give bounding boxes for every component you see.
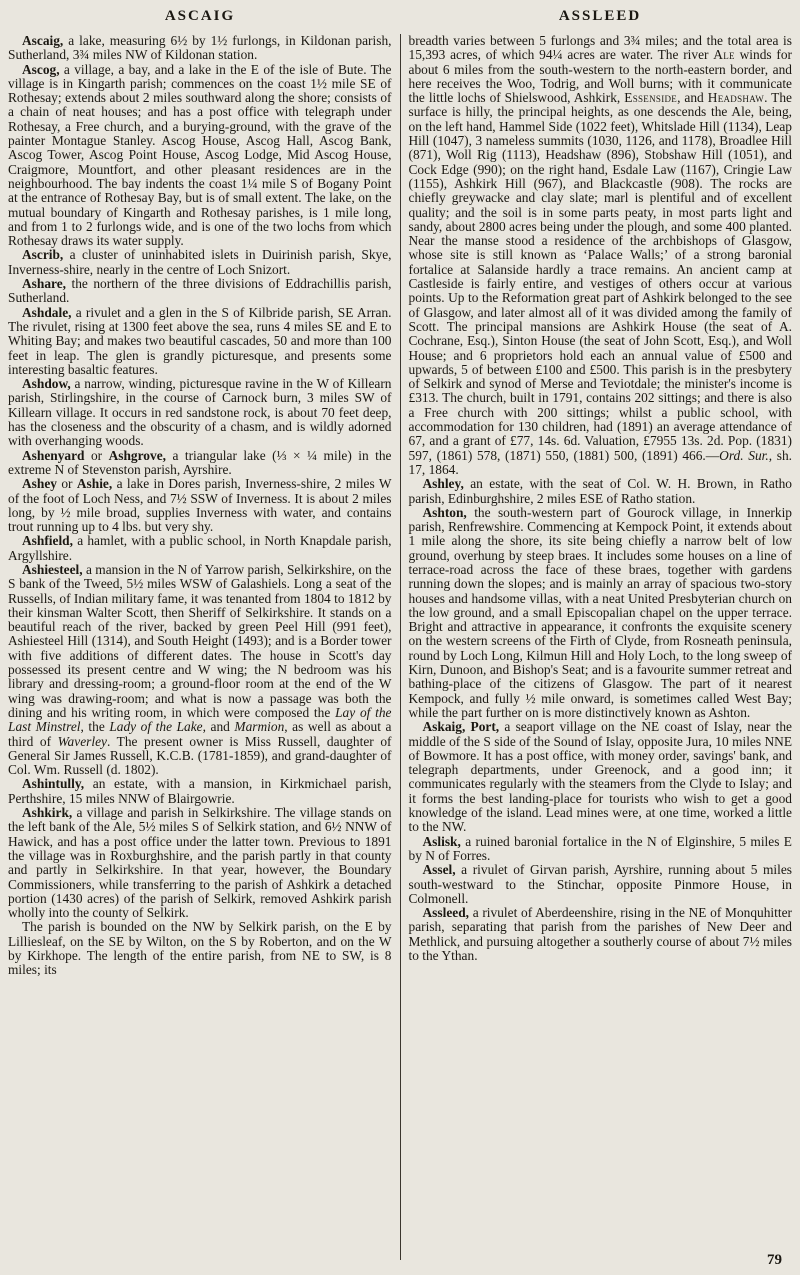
entry-assel	[409, 863, 793, 906]
entry-ashdale	[8, 306, 392, 377]
entry-headword: Ashfield,	[22, 533, 73, 549]
entry-text: breadth varies between 5 furlongs and 3¾ miles; and the total area is 15,393 acres, of which 94¼ acres are water. The river	[408, 34, 792, 63]
entry-text: Marmion	[234, 719, 285, 735]
entry-text: a village, a bay, and a lake in the E of the isle of Bute. The village is in Kingarth parish; commences on the coast 1½ mile SE of Rothesay; extends about 2 miles southward along the shore; consists of a chain of neat houses; and has a post office with telegraph under Rothesay, a Free church, and a burying-ground, with the grave of the painter Montague Stanley. Ascog House, Ascog Hall, Ascog Bank, Ascog Tower, Ascog Point House, Ascog Lodge, Mid Ascog House, Craigmore, Mountfort, and other pleasant residences are in the neighbourhood. The bay indents the coast 1¼ mile S of Bogany Point at the entrance of Rothesay Bay, but is of small extent. The lake, on the mutual boundary of Kingarth and Rothesay parishes, is 1 mile long, and from 1 to 2 furlongs wide, and is one of the two lochs from which Rothesay draws its water supply.	[8, 61, 392, 249]
entry-headword: Assel,	[422, 862, 456, 878]
entry-headword: Ashintully,	[22, 776, 85, 792]
header-right-word: ASSLEED	[558, 8, 642, 24]
entry-text: Ord. Sur.	[719, 447, 769, 463]
entry-headword: Ashenyard	[22, 447, 85, 463]
entry-headword: Ashdow,	[22, 376, 71, 392]
entry-text: , the	[80, 719, 110, 735]
page-number: 79	[767, 1252, 782, 1268]
entry-headword: Ascaig,	[22, 34, 64, 48]
entry-ascog	[8, 63, 392, 249]
entry-text: Essenside	[624, 90, 678, 106]
entry-text: the northern of the three divisions of Eddrachillis parish, Sutherland.	[8, 276, 392, 306]
entry-text: a hamlet, with a public school, in North Knapdale parish, Argyllshire.	[8, 533, 392, 563]
entry-text: a mansion in the N of Yarrow parish, Selkirkshire, on the S bank of the Tweed, 5½ miles WSW of Galashiels. Long a seat of the Russells, of Indian military fame, it was tenanted from 1804 to 1812 by their kinsman Walter Scott, then Sheriff of Selkirkshire. It stands on a beautiful reach of the river, backed by green Peel Hill (991 feet), Ashiesteel Hill (1314), and South Height (1493); and is a Border tower with five additions of different dates. The house in Scott's day possessed its present centre and W wing; the N bedroom was his library and dressing-room; a ground-floor room at the end of the W wing was drawing-room; and what is now a passage was both the dining and his writing room, in which were composed the	[8, 561, 392, 720]
entry-headword: Ashkirk,	[22, 805, 73, 821]
entry-text: Headshaw	[707, 90, 765, 106]
entry-headword: Ashiesteel,	[22, 561, 83, 577]
entry-headword: Ashdale,	[22, 304, 72, 320]
entry-ashdow	[8, 377, 392, 448]
header-left-word: ASCAIG	[164, 8, 236, 24]
entry-ashare	[8, 277, 392, 306]
entry-aslisk	[409, 835, 793, 864]
entry-assleed	[409, 906, 793, 963]
entry-headword: Askaig, Port,	[422, 719, 500, 735]
entry-text: . The present owner is Miss Russell, daughter of General Sir James Russell, K.C.B. (1781-1859), and grand-daughter of Col. Wm. Russell (d. 1802).	[8, 733, 392, 778]
entry-headword: Ashley,	[422, 476, 464, 492]
entry-text: Waverley	[57, 733, 107, 749]
entry-text: Lady of the Lake	[109, 719, 203, 735]
entry-headword: Assleed,	[422, 905, 469, 921]
entry-ascaig	[8, 34, 392, 63]
entry-ashfield	[8, 534, 392, 563]
entry-text: an estate, with a mansion, in Kirkmichael parish, Perthshire, 15 miles NNW of Blairgowrie.	[8, 776, 392, 806]
entry-headword: Ascog,	[22, 61, 60, 77]
entry-text: Lay of the Last Minstrel	[8, 704, 392, 735]
running-head	[0, 8, 800, 25]
entry-text: a narrow, winding, picturesque ravine in the W of Killearn parish, Stirlingshire, in the course of Carnock burn, 3 miles SW of Killearn village. It occurs in red sandstone rock, is about 70 feet deep, has the closeness and the obscurity of a chasm, and is wildly adorned with overhanging woods.	[8, 376, 392, 449]
entry-text: , and	[677, 90, 708, 106]
entry-ashintully	[8, 777, 392, 806]
entry-text: a village and parish in Selkirkshire. The village stands on the left bank of the Ale, 5½ miles S of Selkirk station, and 6½ NNW of Hawick, and has a post office under the latter town. Previous to 1891 the village was in Roxburghshire, and the parish partly in that county and partly in Selkirkshire. In that year, however, the Boundary Commissioners, while transferring to the parish of Ashkirk a detached portion (1430 acres) of the parish of Selkirk, removed Ashkirk parish wholly into the county of Selkirk.	[8, 805, 392, 921]
entry-text: a ruined baronial fortalice in the N of Elginshire, 5 miles E by N of Forres.	[408, 833, 792, 863]
entry-text: , as well as about a third of	[8, 719, 392, 749]
entry-text: an estate, with the seat of Col. W. H. Brown, in Ratho parish, Edinburghshire, 2 miles ESE of Ratho station.	[408, 476, 792, 506]
right-column-entries	[409, 34, 793, 963]
entry-headword: Ashare,	[22, 276, 67, 292]
entry-text: winds for about 6 miles from the south-western to the north-eastern border, and here receives the Woo, Todrig, and Woll burns; with it communicate the little lochs of Shielswood, Ashkirk,	[408, 47, 792, 106]
entry-text: the south-western part of Gourock village, in Innerkip parish, Renfrewshire. Commencing at Kempock Point, it extends about 1 mile along the shore, its site being chiefly a narrow belt of low ground, overhung by steep braes. It includes some houses on a line of terrace-road across the face of these braes, together with gardens running down the slopes; and is mainly an array of spacious two-story houses and handsome villas, with a neat United Presbyterian church on the low ground, and a small Episcopalian chapel on the upper terrace. Bright and attractive in appearance, it confronts the exquisite scenery on the western screens of the Firth of Clyde, from Rosneath peninsula, round by Loch Long, Kilmun Hill and Holy Loch, to the long sweep of Kirn, Dunoon, and Bishop's Seat; and is a favourite summer retreat and bathing-place of the citizens of Glasgow. The part of it nearest Kempock, and fully ½ mile onward, is sometimes called West Bay; while the part further on is more distinctively known as Ashton.	[408, 504, 792, 720]
entry-ashkirk	[8, 806, 392, 920]
entry-text: a seaport village on the NE coast of Islay, near the middle of the S side of the Sound of Islay, opposite Jura, 10 miles NNE of Bowmore. It has a post office, with money order, savings' bank, and telegraph departments, under Greenock, and a good inn; it communicates regularly with the steamers from the Clyde to Islay; and it forms the best landing-place for tourists who wish to get a good knowledge of the island. Lead mines were, at one time, worked a little to the NW.	[408, 719, 792, 835]
entry-ashley	[409, 477, 793, 506]
entry-ashton	[409, 506, 793, 720]
left-column	[8, 34, 400, 1260]
entry-ashenyard	[8, 449, 392, 478]
entry-text: a rivulet of Girvan parish, Ayrshire, running about 5 miles south-westward to the Stinchar, opposite Pinmore House, in Colmonell.	[408, 862, 792, 906]
entry-text: or	[84, 447, 109, 463]
entry-text: a rivulet of Aberdeenshire, rising in the NE of Monquhitter parish, separating that parish from the parishes of New Deer and Methlick, and pursuing altogether a southerly course of about 7½ miles to the Ythan.	[408, 905, 792, 963]
entry-text: a triangular lake (⅓ × ¼ mile) in the extreme N of Stevenston parish, Ayrshire.	[8, 447, 392, 477]
entry-text: , and	[202, 719, 235, 735]
entry-ashkirk-parish	[8, 920, 392, 977]
entry-headword: Ashey	[22, 476, 57, 492]
entry-text: a rivulet and a glen in the S of Kilbride parish, SE Arran. The rivulet, rising at 1300 feet above the sea, runs 4 miles SE and E to Whiting Bay; and makes two beautiful cascades, 50 and more than 100 feet in leap. The glen is grandly picturesque, and presents some interesting basaltic features.	[8, 304, 392, 377]
entry-ashiesteel	[8, 563, 392, 777]
entry-headword: Ashton,	[422, 504, 467, 520]
entry-text: Ale	[713, 47, 735, 63]
entry-headword: Aslisk,	[422, 833, 461, 849]
entry-headword: Ascrib,	[22, 247, 64, 263]
entry-text: The parish is bounded on the NW by Selkirk parish, on the E by Lilliesleaf, on the SE by Wilton, on the S by Roberton, and on the W by Kirkhope. The length of the entire parish, from NE to SW, is 8 miles; its	[8, 919, 392, 978]
text-columns	[8, 34, 792, 1260]
entry-text: a lake in Dores parish, Inverness-shire, 2 miles W of the foot of Loch Ness, and 7½ SSW of Inverness. It is about 2 miles long, by ½ mile broad, supplies Inverness with water, and contains trout running up to 4 lbs. but very shy.	[8, 476, 392, 535]
entry-askaig-port	[409, 720, 793, 834]
entry-ashey	[8, 477, 392, 534]
entry-ashkirk-continued	[409, 34, 793, 477]
entry-text: . The surface is hilly, the principal heights, as one descends the Ale, being, on the left hand, Hammel Side (1022 feet), Whitslade Hill (1134), Leap Hill (1047), 3 nameless summits (1030, 1126, and 1178), Broadlee Hill (871), Woll Rig (1113), Headshaw (896), Stobshaw Hill (1051), and Cock Edge (990); on the right hand, Esdale Law (1167), Cringie Law (1155), Ashkirk Hill (967), and Blackcastle (908). The rocks are chiefly greywacke and clay slate; marl is plentiful and of excellent quality; and the soil is in some parts peaty, in most parts light and sandy, about 2800 acres being under the plough, and some 400 planted. Near the manse stood a residence of the archbishops of Glasgow, whose site is still known as ‘Palace Walls;’ of a strong baronial fortalice at Salanside hardly a trace remains. An ancient camp at Castleside is fairly entire, and vestiges of others occur at various points. Up to the Reformation great part of Ashkirk belonged to the see of Glasgow, and later almost all of it was divided among the family of Scott. The principal mansions are Ashkirk House (the seat of A. Cochrane, Esq.), Sinton House (the seat of John Scott, Esq.), and Woll House; and 6 proprietors hold each an annual value of £500 and upwards, 5 of between £100 and £500. This parish is in the presbytery of Selkirk and synod of Merse and Teviotdale; the minister's income is £313. The church, built in 1791, contains 202 sittings; and there is also a Free church with 200 sittings; whilst a public school, with accommodation for 130 children, had (1891) an average attendance of 67, and a grant of £77, 14s. 6d. Valuation, £7955 13s. 2d. Pop. (1831) 597, (1861) 578, (1871) 550, (1881) 500, (1891) 466.—	[408, 90, 792, 463]
entry-text: Ashie,	[76, 476, 113, 492]
right-column	[401, 34, 793, 1260]
entry-text: or	[56, 476, 77, 492]
entry-text: a cluster of uninhabited islets in Duirinish parish, Skye, Inverness-shire, nearly in the centre of Loch Snizort.	[8, 247, 392, 277]
entry-text: a lake, measuring 6½ by 1½ furlongs, in Kildonan parish, Sutherland, 3¾ miles NW of Kildonan station.	[8, 34, 392, 63]
entry-text: Ashgrove,	[108, 447, 166, 463]
entry-ascrib	[8, 248, 392, 277]
entry-text: , sh. 17, 1864.	[408, 447, 792, 477]
left-column-entries	[8, 34, 392, 978]
